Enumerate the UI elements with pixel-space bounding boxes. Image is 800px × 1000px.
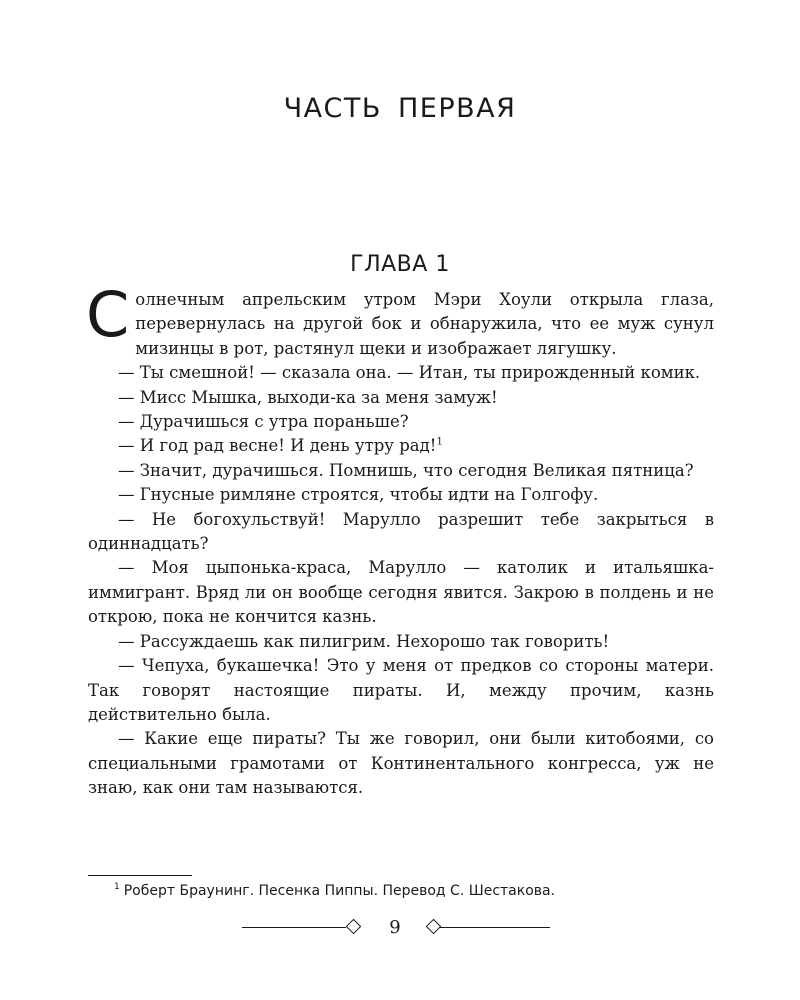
- footnote-divider: [88, 875, 192, 876]
- footnote-text: Роберт Браунинг. Песенка Пиппы. Перевод С. Шестакова.: [123, 883, 556, 899]
- footnote: [114, 882, 555, 900]
- paragraph-text: олнечным апрельским утром Мэри Хоули открыла глаза, перевернулась на другой бок и обнаружила, что ее муж сунул мизинцы в рот, растянул щеки и изображает лягушку.: [135, 290, 714, 358]
- paragraph: — Моя цыпонька-краса, Марулло — католик и итальяшка-иммигрант. Вряд ли он вообще сегодня явится. Закрою в полдень и не открою, пока не кончится казнь.: [88, 558, 714, 627]
- paragraph: — Рассуждаешь как пилигрим. Нехорошо так говорить!: [118, 631, 610, 651]
- diamond-ornament-icon: [426, 919, 442, 935]
- paragraph: — Чепуха, букашечка! Это у меня от предков со стороны матери. Так говорят настоящие пираты. И, между прочим, казнь действительно была.: [88, 656, 714, 724]
- footer-line-left: [242, 927, 346, 928]
- paragraph: — Значит, дурачишься. Помнишь, что сегодня Великая пятница?: [118, 460, 694, 480]
- paragraph: — Не богохульствуй! Марулло разрешит тебе закрыться в одиннадцать?: [88, 509, 714, 554]
- body-text: [86, 278, 714, 801]
- chapter-title: ГЛАВА 1: [350, 252, 450, 277]
- paragraph-text: — И год рад весне! И день утру рад!: [118, 436, 437, 456]
- drop-cap: С: [86, 278, 130, 351]
- part-title: ЧАСТЬ ПЕРВАЯ: [283, 93, 517, 124]
- paragraph: — Гнусные римляне строятся, чтобы идти на Голгофу.: [118, 485, 599, 505]
- paragraph: — Дурачишься с утра пораньше?: [118, 412, 409, 432]
- paragraph: [88, 434, 714, 458]
- paragraph: — Мисс Мышка, выходи-ка за меня замуж!: [118, 387, 498, 407]
- footnote-number: 1: [114, 882, 120, 893]
- page-number: 9: [389, 917, 401, 938]
- paragraph: [86, 278, 714, 361]
- footnote-ref: 1: [436, 436, 443, 448]
- paragraph: — Какие еще пираты? Ты же говорил, они были китобоями, со специальными грамотами от Континентального конгресса, уж не знаю, как они там называются.: [88, 729, 714, 798]
- paragraph: — Ты смешной! — сказала она. — Итан, ты прирожденный комик.: [118, 363, 701, 383]
- diamond-ornament-icon: [346, 919, 362, 935]
- footer-line-right: [440, 927, 550, 928]
- page-footer: [0, 916, 800, 940]
